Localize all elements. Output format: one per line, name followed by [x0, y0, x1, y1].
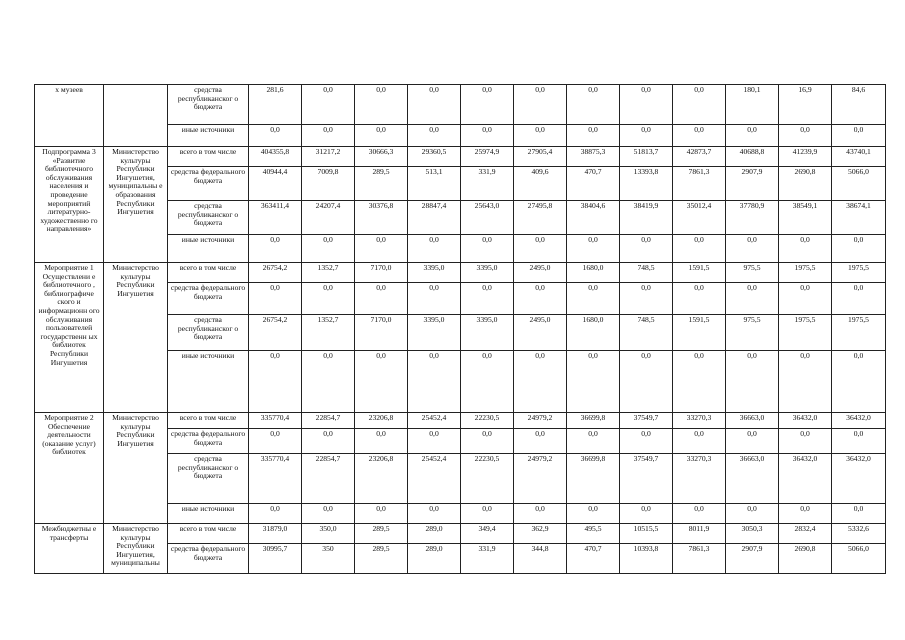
year-value-cell: 0,0: [408, 504, 461, 524]
year-value-cell: 7009,8: [302, 167, 355, 201]
executor-cell: Министерство культуры Республики Ингушетия: [104, 413, 168, 524]
funding-source-cell: средства республиканског о бюджета: [168, 315, 249, 351]
year-value-cell: 33270,3: [673, 454, 726, 504]
funding-source-cell: всего в том числе: [168, 147, 249, 167]
year-value-cell: 36432,0: [832, 413, 886, 429]
table-row: [35, 524, 886, 544]
year-value-cell: 25974,9: [461, 147, 514, 167]
year-value-cell: 29360,5: [408, 147, 461, 167]
year-value-cell: 289,5: [355, 544, 408, 574]
funding-source-cell: иные источники: [168, 504, 249, 524]
year-value-cell: 5066,0: [832, 167, 886, 201]
year-value-cell: 0,0: [620, 235, 673, 263]
year-value-cell: 0,0: [461, 429, 514, 454]
year-value-cell: 36663,0: [726, 413, 779, 429]
year-value-cell: 0,0: [355, 351, 408, 413]
total-value-cell: 0,0: [249, 351, 302, 413]
year-value-cell: 0,0: [461, 351, 514, 413]
funding-source-cell: средства республиканског о бюджета: [168, 85, 249, 125]
total-value-cell: 0,0: [249, 283, 302, 315]
year-value-cell: 1680,0: [567, 263, 620, 283]
year-value-cell: 0,0: [302, 283, 355, 315]
total-value-cell: 40944,4: [249, 167, 302, 201]
year-value-cell: 0,0: [620, 429, 673, 454]
table-row: [35, 85, 886, 125]
year-value-cell: 10515,5: [620, 524, 673, 544]
year-value-cell: 0,0: [302, 504, 355, 524]
year-value-cell: 495,5: [567, 524, 620, 544]
total-value-cell: 404355,8: [249, 147, 302, 167]
year-value-cell: 37780,9: [726, 201, 779, 235]
year-value-cell: 2832,4: [779, 524, 832, 544]
year-value-cell: 0,0: [567, 125, 620, 147]
year-value-cell: 0,0: [514, 85, 567, 125]
year-value-cell: 0,0: [779, 351, 832, 413]
executor-cell: Министерство культуры Республики Ингушетия, муниципальны: [104, 524, 168, 574]
year-value-cell: 1975,5: [832, 315, 886, 351]
year-value-cell: 27905,4: [514, 147, 567, 167]
year-value-cell: 0,0: [726, 429, 779, 454]
executor-cell: [104, 85, 168, 147]
year-value-cell: 3395,0: [408, 315, 461, 351]
total-value-cell: 26754,2: [249, 315, 302, 351]
funding-source-cell: всего в том числе: [168, 524, 249, 544]
year-value-cell: 7861,3: [673, 167, 726, 201]
year-value-cell: 0,0: [408, 283, 461, 315]
year-value-cell: 0,0: [567, 85, 620, 125]
year-value-cell: 350,0: [302, 524, 355, 544]
year-value-cell: 36663,0: [726, 454, 779, 504]
year-value-cell: 30666,3: [355, 147, 408, 167]
year-value-cell: 30376,8: [355, 201, 408, 235]
total-value-cell: 31879,0: [249, 524, 302, 544]
year-value-cell: 24207,4: [302, 201, 355, 235]
year-value-cell: 0,0: [620, 351, 673, 413]
year-value-cell: 180,1: [726, 85, 779, 125]
year-value-cell: 22854,7: [302, 413, 355, 429]
total-value-cell: 30995,7: [249, 544, 302, 574]
year-value-cell: 7861,3: [673, 544, 726, 574]
program-name-cell: Мероприятие 2 Обеспечение деятельности (оказание услуг) библиотек: [35, 413, 104, 524]
year-value-cell: 0,0: [461, 85, 514, 125]
year-value-cell: 25452,4: [408, 454, 461, 504]
year-value-cell: 0,0: [832, 125, 886, 147]
year-value-cell: 0,0: [514, 125, 567, 147]
year-value-cell: 748,5: [620, 315, 673, 351]
year-value-cell: 0,0: [302, 125, 355, 147]
year-value-cell: 36432,0: [779, 454, 832, 504]
funding-source-cell: средства федерального бюджета: [168, 283, 249, 315]
year-value-cell: 41239,9: [779, 147, 832, 167]
year-value-cell: 38419,9: [620, 201, 673, 235]
year-value-cell: 0,0: [408, 235, 461, 263]
year-value-cell: 38674,1: [832, 201, 886, 235]
year-value-cell: 3050,3: [726, 524, 779, 544]
year-value-cell: 748,5: [620, 263, 673, 283]
year-value-cell: 33270,3: [673, 413, 726, 429]
year-value-cell: 0,0: [408, 351, 461, 413]
total-value-cell: 0,0: [249, 235, 302, 263]
year-value-cell: 3395,0: [461, 263, 514, 283]
year-value-cell: 0,0: [673, 283, 726, 315]
year-value-cell: 84,6: [832, 85, 886, 125]
year-value-cell: 8011,9: [673, 524, 726, 544]
year-value-cell: 40688,8: [726, 147, 779, 167]
year-value-cell: 0,0: [567, 351, 620, 413]
year-value-cell: 0,0: [302, 85, 355, 125]
year-value-cell: 975,5: [726, 263, 779, 283]
year-value-cell: 0,0: [726, 235, 779, 263]
year-value-cell: 37549,7: [620, 413, 673, 429]
year-value-cell: 7170,0: [355, 315, 408, 351]
year-value-cell: 3395,0: [408, 263, 461, 283]
year-value-cell: 36699,8: [567, 454, 620, 504]
total-value-cell: 281,6: [249, 85, 302, 125]
funding-source-cell: средства республиканског о бюджета: [168, 201, 249, 235]
year-value-cell: 31217,2: [302, 147, 355, 167]
total-value-cell: 335770,4: [249, 454, 302, 504]
year-value-cell: 1352,7: [302, 315, 355, 351]
year-value-cell: 0,0: [779, 283, 832, 315]
year-value-cell: 23206,8: [355, 454, 408, 504]
year-value-cell: 0,0: [832, 351, 886, 413]
year-value-cell: 0,0: [461, 125, 514, 147]
year-value-cell: 37549,7: [620, 454, 673, 504]
year-value-cell: 0,0: [355, 125, 408, 147]
year-value-cell: 0,0: [779, 504, 832, 524]
year-value-cell: 289,0: [408, 544, 461, 574]
year-value-cell: 513,1: [408, 167, 461, 201]
year-value-cell: 22854,7: [302, 454, 355, 504]
table-row: [35, 147, 886, 167]
funding-source-cell: иные источники: [168, 351, 249, 413]
year-value-cell: 0,0: [567, 504, 620, 524]
year-value-cell: 2495,0: [514, 263, 567, 283]
year-value-cell: 2690,8: [779, 544, 832, 574]
year-value-cell: 0,0: [832, 504, 886, 524]
year-value-cell: 0,0: [408, 429, 461, 454]
year-value-cell: 0,0: [673, 504, 726, 524]
year-value-cell: 470,7: [567, 544, 620, 574]
year-value-cell: 1680,0: [567, 315, 620, 351]
year-value-cell: 0,0: [355, 283, 408, 315]
year-value-cell: 1975,5: [779, 315, 832, 351]
year-value-cell: 1352,7: [302, 263, 355, 283]
table-row: [35, 413, 886, 429]
year-value-cell: 24979,2: [514, 413, 567, 429]
year-value-cell: 0,0: [673, 125, 726, 147]
year-value-cell: 2907,9: [726, 167, 779, 201]
funding-source-cell: средства республиканског о бюджета: [168, 454, 249, 504]
year-value-cell: 331,9: [461, 167, 514, 201]
funding-source-cell: иные источники: [168, 235, 249, 263]
year-value-cell: 0,0: [355, 85, 408, 125]
year-value-cell: 0,0: [514, 235, 567, 263]
funding-source-cell: всего в том числе: [168, 263, 249, 283]
year-value-cell: 0,0: [673, 85, 726, 125]
year-value-cell: 2907,9: [726, 544, 779, 574]
funding-source-cell: средства федерального бюджета: [168, 429, 249, 454]
year-value-cell: 0,0: [567, 429, 620, 454]
year-value-cell: 0,0: [726, 504, 779, 524]
year-value-cell: 0,0: [514, 283, 567, 315]
year-value-cell: 0,0: [620, 283, 673, 315]
year-value-cell: 0,0: [779, 125, 832, 147]
executor-cell: Министерство культуры Республики Ингушетия: [104, 263, 168, 413]
program-name-cell: Межбюджетны е трансферты: [35, 524, 104, 574]
year-value-cell: 289,5: [355, 524, 408, 544]
total-value-cell: 363411,4: [249, 201, 302, 235]
year-value-cell: 0,0: [726, 283, 779, 315]
table-row: [35, 263, 886, 283]
year-value-cell: 289,5: [355, 167, 408, 201]
year-value-cell: 13393,8: [620, 167, 673, 201]
year-value-cell: 0,0: [832, 235, 886, 263]
total-value-cell: 0,0: [249, 125, 302, 147]
year-value-cell: 5332,6: [832, 524, 886, 544]
year-value-cell: 0,0: [514, 504, 567, 524]
year-value-cell: 0,0: [832, 429, 886, 454]
year-value-cell: 470,7: [567, 167, 620, 201]
year-value-cell: 0,0: [620, 125, 673, 147]
year-value-cell: 0,0: [514, 429, 567, 454]
funding-source-cell: иные источники: [168, 125, 249, 147]
program-name-cell: Мероприятие 1 Осуществлени е библиотечного , библиографиче ского и информационн ого обслуживания пользователей государственн ых библиотек Республики Ингушетия: [35, 263, 104, 413]
year-value-cell: 16,9: [779, 85, 832, 125]
year-value-cell: 0,0: [673, 429, 726, 454]
year-value-cell: 0,0: [355, 235, 408, 263]
year-value-cell: 0,0: [567, 235, 620, 263]
funding-source-cell: средства федерального бюджета: [168, 167, 249, 201]
year-value-cell: 22230,5: [461, 413, 514, 429]
table-body: [35, 85, 886, 574]
executor-cell: Министерство культуры Республики Ингушетия, муниципальны е образования Республики Ингушетия: [104, 147, 168, 263]
funding-source-cell: всего в том числе: [168, 413, 249, 429]
year-value-cell: 28847,4: [408, 201, 461, 235]
year-value-cell: 38549,1: [779, 201, 832, 235]
year-value-cell: 0,0: [779, 429, 832, 454]
year-value-cell: 43740,1: [832, 147, 886, 167]
year-value-cell: 409,6: [514, 167, 567, 201]
year-value-cell: 0,0: [726, 125, 779, 147]
year-value-cell: 0,0: [408, 85, 461, 125]
year-value-cell: 975,5: [726, 315, 779, 351]
year-value-cell: 36699,8: [567, 413, 620, 429]
year-value-cell: 25643,0: [461, 201, 514, 235]
year-value-cell: 0,0: [355, 429, 408, 454]
year-value-cell: 1591,5: [673, 315, 726, 351]
year-value-cell: 0,0: [302, 235, 355, 263]
year-value-cell: 0,0: [567, 283, 620, 315]
funding-source-cell: средства федерального бюджета: [168, 544, 249, 574]
year-value-cell: 38404,6: [567, 201, 620, 235]
year-value-cell: 362,9: [514, 524, 567, 544]
year-value-cell: 289,0: [408, 524, 461, 544]
year-value-cell: 0,0: [673, 235, 726, 263]
year-value-cell: 0,0: [673, 351, 726, 413]
year-value-cell: 7170,0: [355, 263, 408, 283]
year-value-cell: 0,0: [355, 504, 408, 524]
year-value-cell: 25452,4: [408, 413, 461, 429]
year-value-cell: 0,0: [620, 85, 673, 125]
program-name-cell: х музеев: [35, 85, 104, 147]
year-value-cell: 42873,7: [673, 147, 726, 167]
year-value-cell: 27495,8: [514, 201, 567, 235]
budget-table: [34, 84, 886, 574]
year-value-cell: 331,9: [461, 544, 514, 574]
year-value-cell: 0,0: [514, 351, 567, 413]
year-value-cell: 2495,0: [514, 315, 567, 351]
year-value-cell: 344,8: [514, 544, 567, 574]
year-value-cell: 1591,5: [673, 263, 726, 283]
year-value-cell: 36432,0: [779, 413, 832, 429]
total-value-cell: 0,0: [249, 429, 302, 454]
year-value-cell: 23206,8: [355, 413, 408, 429]
year-value-cell: 22230,5: [461, 454, 514, 504]
year-value-cell: 5066,0: [832, 544, 886, 574]
year-value-cell: 0,0: [461, 504, 514, 524]
total-value-cell: 26754,2: [249, 263, 302, 283]
year-value-cell: 0,0: [408, 125, 461, 147]
year-value-cell: 36432,0: [832, 454, 886, 504]
year-value-cell: 0,0: [620, 504, 673, 524]
total-value-cell: 0,0: [249, 504, 302, 524]
year-value-cell: 0,0: [302, 351, 355, 413]
program-name-cell: Подпрограмма 3 «Развитие библиотечного обслуживания населения и проведение мероприятий литературно-художественно го направления»: [35, 147, 104, 263]
year-value-cell: 0,0: [461, 235, 514, 263]
year-value-cell: 0,0: [726, 351, 779, 413]
year-value-cell: 0,0: [461, 283, 514, 315]
year-value-cell: 2690,8: [779, 167, 832, 201]
year-value-cell: 10393,8: [620, 544, 673, 574]
year-value-cell: 0,0: [302, 429, 355, 454]
year-value-cell: 35012,4: [673, 201, 726, 235]
year-value-cell: 1975,5: [832, 263, 886, 283]
year-value-cell: 51813,7: [620, 147, 673, 167]
year-value-cell: 0,0: [832, 283, 886, 315]
year-value-cell: 3395,0: [461, 315, 514, 351]
year-value-cell: 24979,2: [514, 454, 567, 504]
year-value-cell: 1975,5: [779, 263, 832, 283]
year-value-cell: 38875,3: [567, 147, 620, 167]
year-value-cell: 350: [302, 544, 355, 574]
year-value-cell: 349,4: [461, 524, 514, 544]
total-value-cell: 335770,4: [249, 413, 302, 429]
year-value-cell: 0,0: [779, 235, 832, 263]
